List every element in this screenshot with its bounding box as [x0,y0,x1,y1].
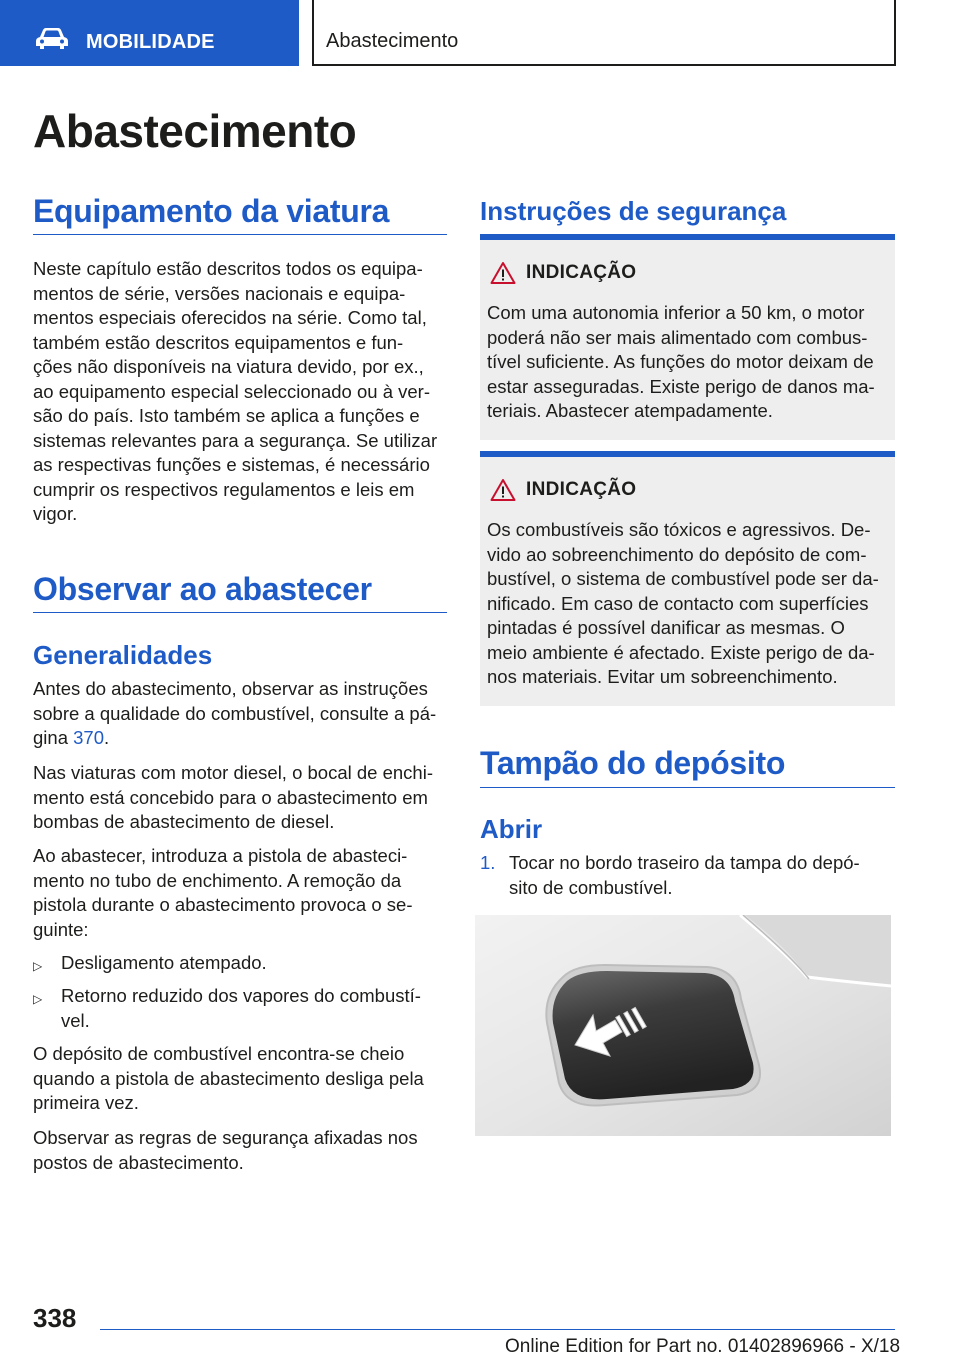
text-fragment: gina [33,727,74,748]
text-line: bombas de abastecimento de diesel. [33,811,335,832]
text-line: pistola durante o abastecimento provoca o se- [33,894,413,915]
text-line: mento está concebido para o abastecimento em [33,786,428,808]
page-number: 338 [33,1303,77,1333]
text-line: primeira vez. [33,1092,139,1113]
list-item-text [61,984,447,1033]
warning-box [480,451,895,706]
subheading-open: Abrir [480,814,543,844]
step-number: 1. [480,852,496,873]
fuel-flap-photo [475,915,891,1136]
text-line: O depósito de combustível encontra-se cheio [33,1043,405,1064]
list-item [33,951,447,976]
heading-rule [480,787,895,788]
text-line: Desligamento atempado. [61,952,267,973]
heading-rule [33,234,447,235]
text-line [33,726,447,751]
warning-triangle-icon [490,477,516,503]
section-label: MOBILIDADE [86,31,215,53]
text-line: são do país. Isto também se aplica a funções e [33,405,420,426]
text-line: as respectivas funções e sistemas, é necessário [33,454,430,475]
text-line: sito de combustível. [509,876,673,898]
breadcrumb-label: Abastecimento [326,30,459,52]
text-line: poderá não ser mais alimentado com combus- [487,326,868,348]
text-line: sistemas relevantes para a segurança. Se utilizar [33,429,438,451]
text-line: Neste capítulo estão descritos todos os equipa- [33,258,423,279]
heading-fuel-cap: Tampão do depósito [480,745,786,781]
text-line: quando a pistola de abastecimento desliga pela [33,1067,424,1089]
section-tab[interactable] [0,0,299,66]
text-line: pintadas é possível danificar as mesmas. O [487,617,845,638]
warning-box [480,234,895,440]
text-line: Os combustíveis são tóxicos e agressivos. De- [487,519,871,540]
page-link[interactable]: 370 [73,727,104,748]
text-line: mento no tubo de enchimento. A remoção da [33,869,402,891]
text-line: vido ao sobreenchimento do depósito de com- [487,543,867,565]
text-line: Retorno reduzido dos vapores do combustí- [61,985,421,1006]
text-line: ções não disponíveis na viatura devido, por ex., [33,356,424,377]
fuel-flap-illustration [475,915,891,1136]
breadcrumb [312,0,896,66]
text-line: teriais. Abastecer atempadamente. [487,400,773,421]
text-line: cumprir os respectivos regulamentos e leis em [33,478,415,500]
heading-safety: Instruções de segurança [480,196,787,226]
text-fragment: . [104,727,110,748]
general-paragraph-2 [33,761,447,835]
equipment-paragraph [33,257,447,527]
text-line: Antes do abastecimento, observar as instruções [33,678,428,699]
triangle-bullet-icon: ▷ [33,959,43,973]
heading-equipment: Equipamento da viatura [33,193,390,229]
step-text [509,851,895,900]
page-title: Abastecimento [33,105,357,157]
text-line: vigor. [33,503,78,524]
text-line: meio ambiente é afectado. Existe perigo de da- [487,641,875,663]
text-line: vel. [61,1009,90,1031]
warning-title: INDICAÇÃO [526,479,637,500]
subheading-general: Generalidades [33,640,213,670]
text-line: Ao abastecer, introduza a pistola de abasteci- [33,845,408,866]
warning-title: INDICAÇÃO [526,262,637,283]
heading-observe: Observar ao abastecer [33,571,372,607]
heading-rule [33,612,447,613]
text-line: postos de abastecimento. [33,1151,244,1173]
step-item [480,851,895,900]
warning-text [487,518,891,690]
text-line: sobre a qualidade do combustível, consulte a pá- [33,702,437,724]
footer-rule [100,1329,895,1330]
text-line: Tocar no bordo traseiro da tampa do depó- [509,852,860,873]
text-line: estar asseguradas. Existe perigo de danos ma- [487,375,875,397]
car-icon [34,27,70,51]
text-line: também estão descritos equipamentos e fun- [33,331,404,353]
text-line: Nas viaturas com motor diesel, o bocal de enchi- [33,762,433,783]
triangle-bullet-icon: ▷ [33,992,43,1006]
general-paragraph-3 [33,844,447,942]
text-line: guinte: [33,918,89,940]
text-line: bustível, o sistema de combustível pode ser da- [487,568,879,589]
text-line: mentos de série, versões nacionais e equipa- [33,282,406,304]
text-line: ao equipamento especial seleccionado ou à ver- [33,380,430,402]
list-item-text [61,951,447,976]
general-paragraph-5 [33,1126,447,1175]
text-line: tível suficiente. As funções do motor deixam de [487,351,874,372]
general-paragraph-1 [33,677,447,751]
general-paragraph-4 [33,1042,447,1116]
text-line: nos materiais. Evitar um sobreenchimento. [487,666,838,687]
footer-edition: Online Edition for Part no. 01402896966 - X/18 [505,1336,901,1357]
warning-text [487,301,891,424]
text-line: mentos especiais oferecidos na série. Como tal, [33,307,427,328]
text-line: nificado. Em caso de contacto com superfícies [487,592,869,614]
text-line: Com uma autonomia inferior a 50 km, o motor [487,302,865,323]
list-item [33,984,447,1033]
warning-triangle-icon [490,260,516,286]
text-line: Observar as regras de segurança afixadas nos [33,1127,418,1148]
